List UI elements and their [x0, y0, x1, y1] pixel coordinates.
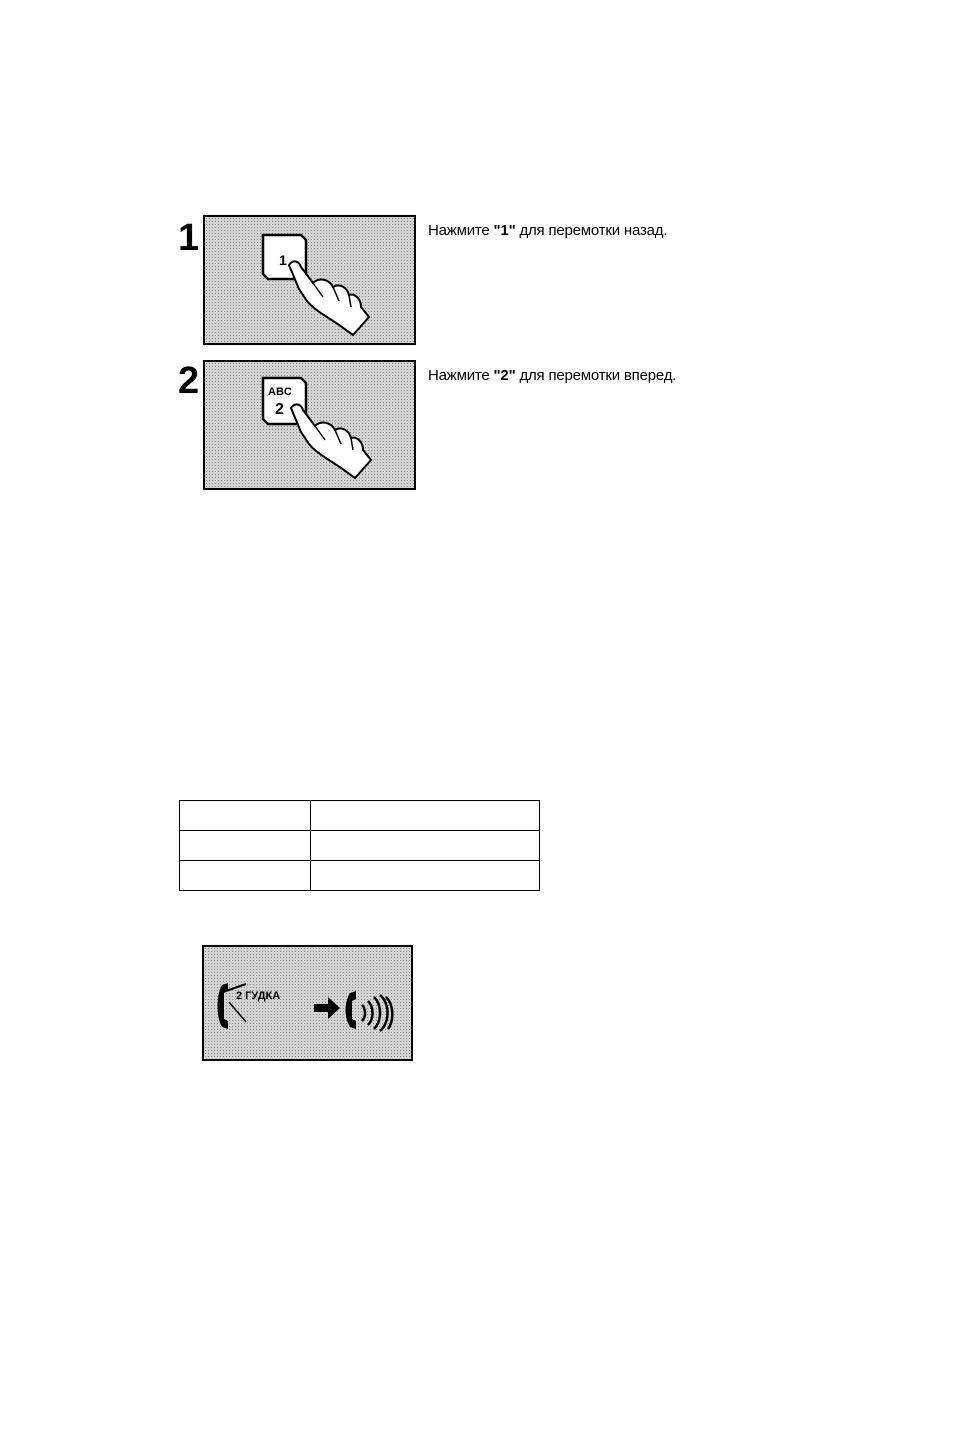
ringing-waves-icon: [362, 995, 392, 1031]
ring-count-label: 2 ГУДКА: [236, 990, 281, 1002]
step-2-illustration: [203, 360, 416, 490]
key-2-letters: ABC: [268, 386, 292, 398]
step-2-text-before: Нажмите: [428, 367, 494, 384]
finger-pressing-key-icon: [205, 362, 418, 492]
arrow-right-icon: [314, 997, 340, 1019]
key-1-label: 1: [279, 252, 287, 268]
finger-pressing-key-icon: [205, 217, 418, 347]
empty-table: [179, 800, 540, 891]
step-1-text-before: Нажмите: [428, 222, 494, 239]
step-2-text-key: "2": [493, 367, 516, 384]
step-1-text-key: "1": [493, 222, 516, 239]
table-cell: [311, 801, 540, 831]
table-cell: [180, 861, 311, 891]
step-1-instruction: [428, 222, 667, 239]
table-row: [180, 801, 540, 831]
table-row: [180, 861, 540, 891]
table-cell: [180, 831, 311, 861]
table-cell: [180, 801, 311, 831]
step-2-text-after: для перемотки вперед.: [515, 367, 677, 384]
ring-illustration: [202, 945, 413, 1061]
step-2-instruction: [428, 367, 676, 384]
phone-handset-icon: [346, 991, 357, 1029]
step-1-illustration: [203, 215, 416, 345]
table-cell: [311, 831, 540, 861]
key-2-label: 2: [275, 401, 284, 418]
step-1-number: 1: [178, 217, 200, 259]
table-cell: [311, 861, 540, 891]
step-2-number: 2: [178, 360, 200, 402]
table-row: [180, 831, 540, 861]
step-1-text-after: для перемотки назад.: [515, 222, 668, 239]
